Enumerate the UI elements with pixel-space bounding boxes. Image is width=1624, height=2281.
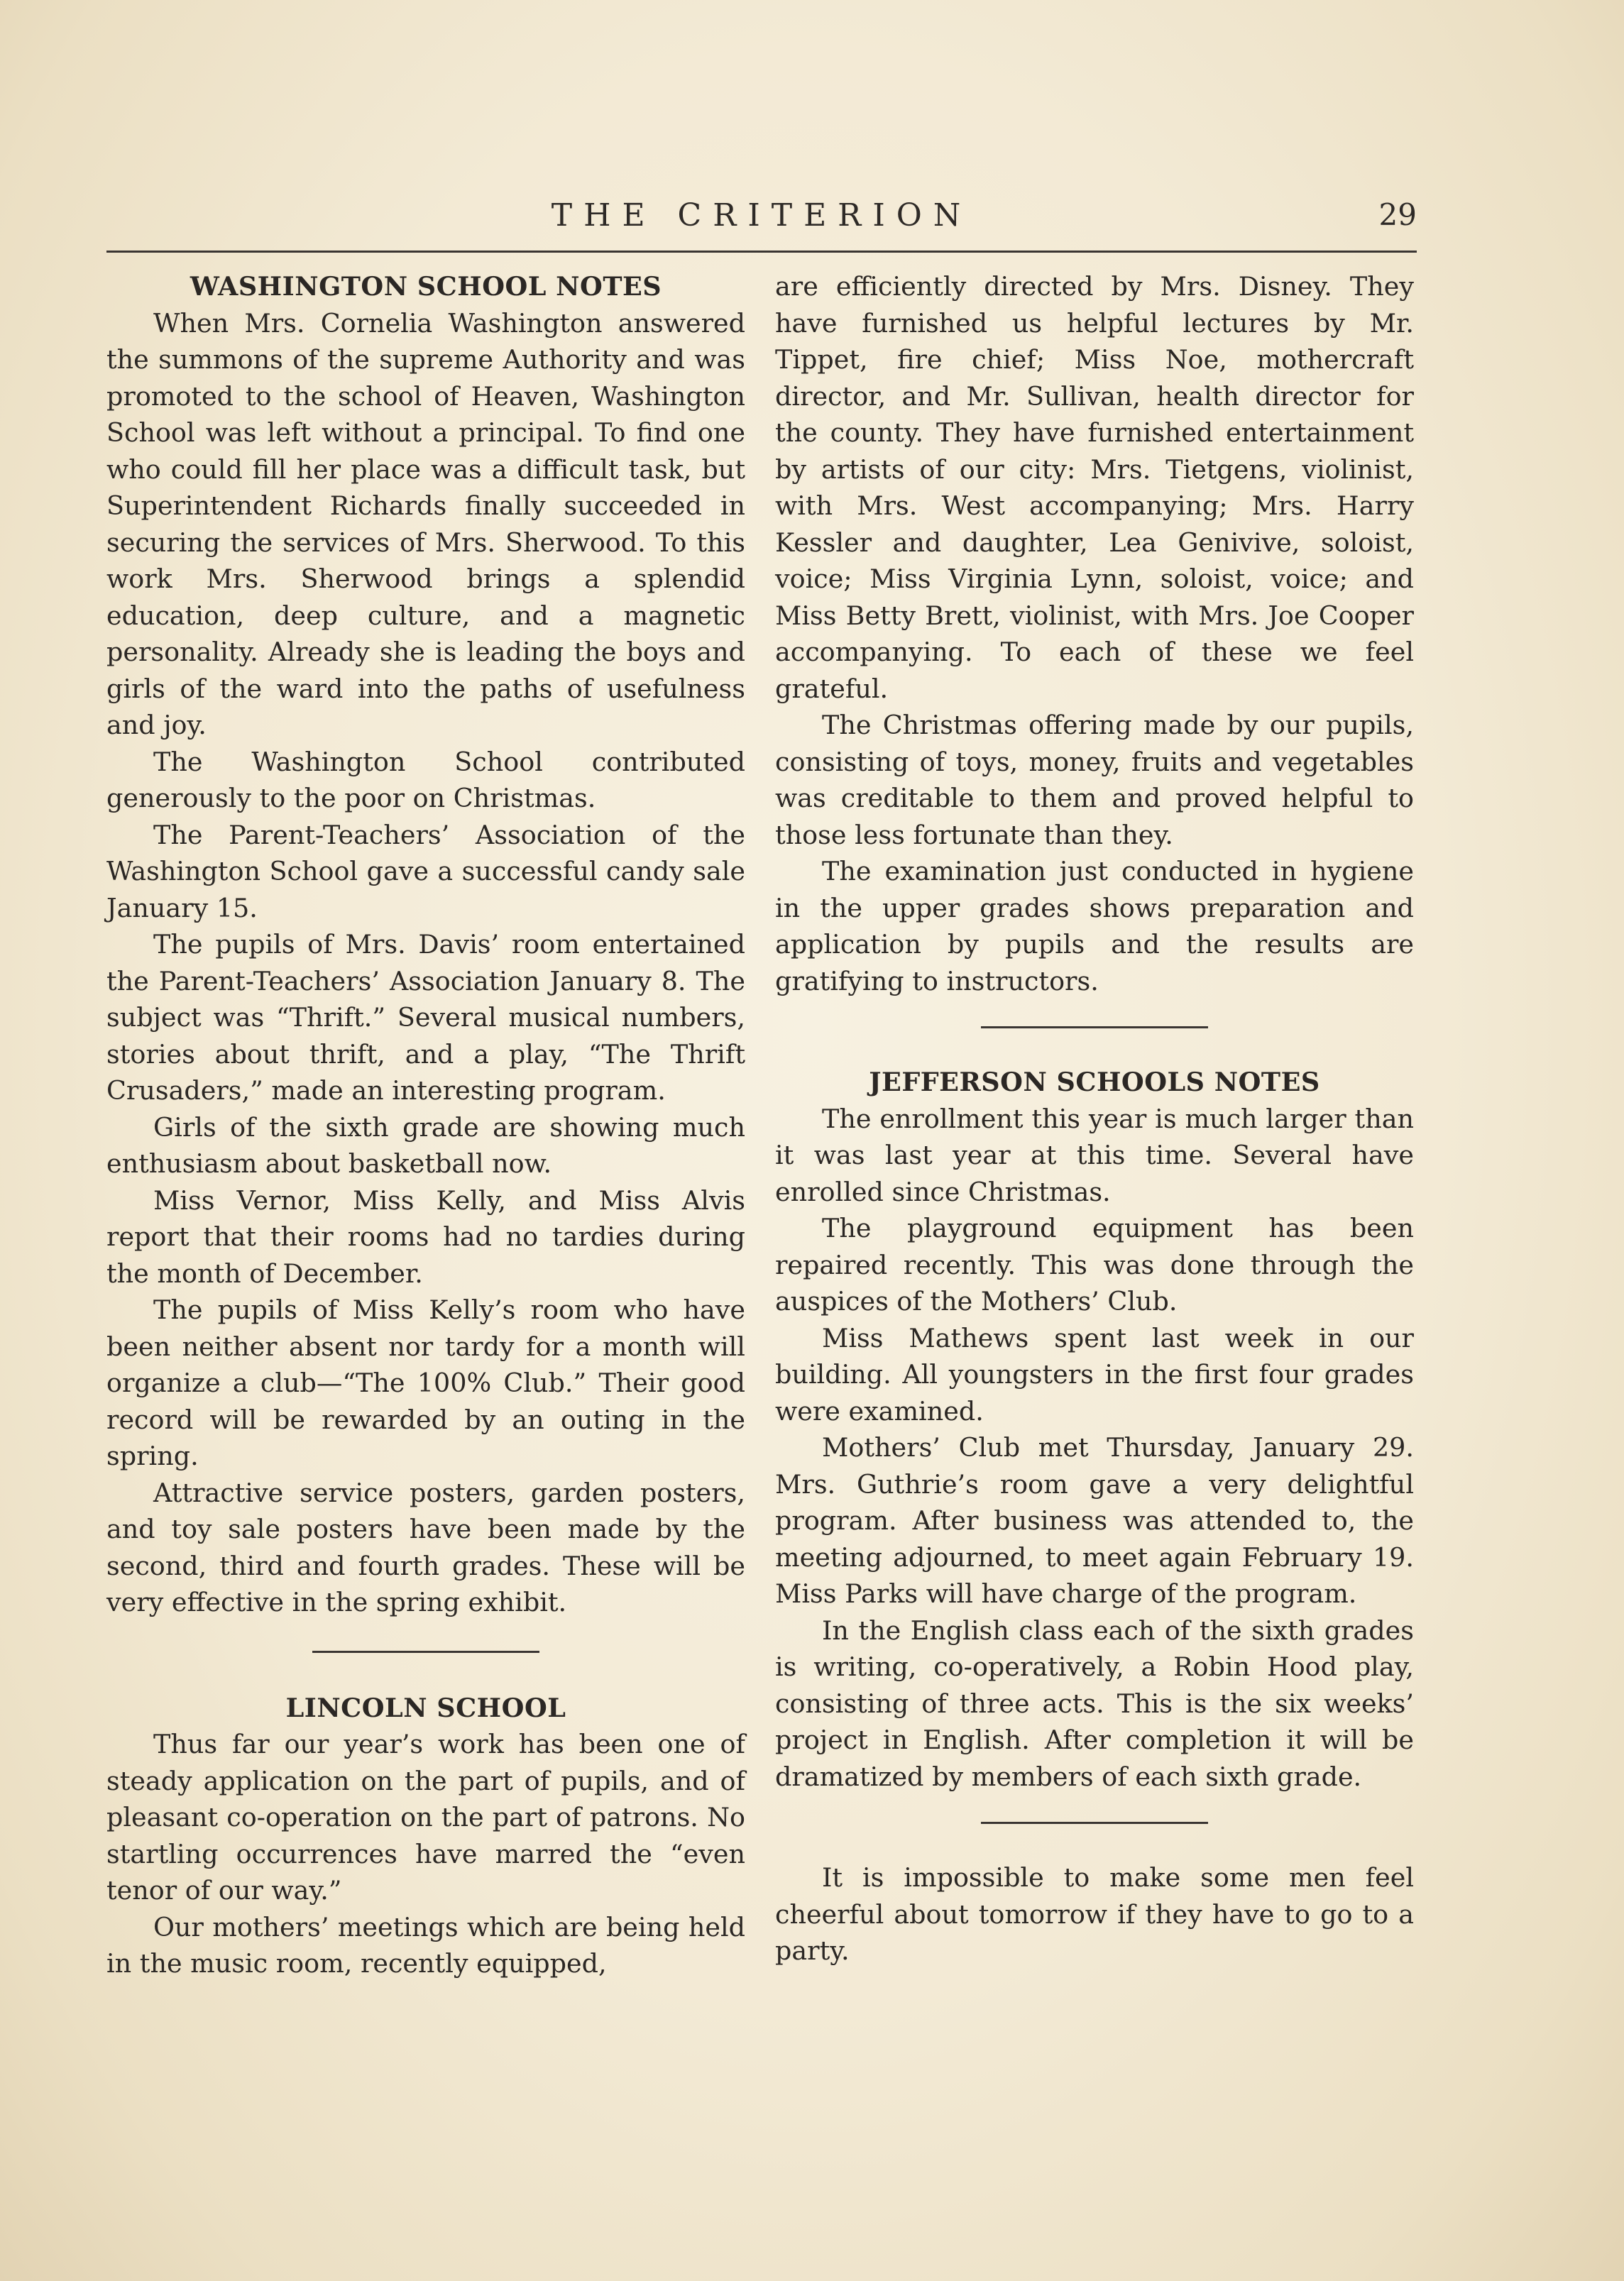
right-column — [775, 268, 1414, 1969]
paragraph: Our mothers’ meetings which are being held in the music room, recently equipped, — [106, 1911, 745, 1979]
lincoln-school — [106, 1690, 745, 1982]
paragraph: The Washington School contributed generously to the poor on Christmas. — [106, 746, 745, 813]
jefferson-schools-notes — [775, 1064, 1414, 1795]
page-number: 29 — [1378, 197, 1417, 232]
paragraph: The enrollment this year is much larger than it was last year at this time. Several have enrolled since Christmas. — [775, 1103, 1414, 1207]
masthead-title: THE CRITERION — [551, 197, 972, 233]
section-divider — [981, 1026, 1208, 1028]
section-heading: JEFFERSON SCHOOLS NOTES — [869, 1067, 1320, 1097]
paragraph: The pupils of Miss Kelly’s room who have been neither absent nor tardy for a month will organize a club—“The 100% Club.” Their good record will be rewarded by an outing in the spring. — [106, 1295, 745, 1471]
paragraph: Attractive service posters, garden posters, and toy sale posters have been made by the second, third and fourth grades. These will be very effective in the spring exhibit. — [106, 1477, 745, 1617]
paragraph: The playground equipment has been repaired recently. This was done through the auspices of the Mothers’ Club. — [775, 1213, 1414, 1317]
washington-school-notes — [106, 268, 745, 1621]
paragraph: When Mrs. Cornelia Washington answered the summons of the supreme Authority and was promoted to the school of Heaven, Washington School was left without a principal. To find one who could fill her place was a difficult task, but Superintendent Richards finally succeeded in securing the services of Mrs. Sherwood. To this work Mrs. Sherwood brings a splendid education, deep culture, and a magnetic personality. Already she is leading the boys and girls of the ward into the paths of usefulness and joy. — [106, 307, 745, 740]
paragraph: The examination just conducted in hygiene in the upper grades shows preparation and application by pupils and the results are gratifying to instructors. — [775, 856, 1414, 996]
paragraph: The Christmas offering made by our pupils, consisting of toys, money, fruits and vegetables was creditable to them and proved helpful to those less fortunate than they. — [775, 710, 1414, 850]
section-divider — [981, 1822, 1208, 1824]
lincoln-school-continued — [775, 268, 1414, 999]
header-rule — [106, 251, 1417, 253]
paragraph: Thus far our year’s work has been one of steady application on the part of pupils, and of pleasant co-operation on the part of patrons. No startling occurrences have marred the “even tenor of our way.” — [106, 1729, 745, 1906]
section-heading: WASHINGTON SCHOOL NOTES — [190, 271, 662, 302]
paragraph: are efficiently directed by Mrs. Disney. They have furnished us helpful lectures by Mr. Tippet, fire chief; Miss Noe, mothercraft director, and Mr. Sullivan, health director for the county. They have furnished entertainment by artists of our city: Mrs. Tietgens, violinist, with Mrs. West accompanying; Mrs. Harry Kessler and daughter, Lea Genivive, soloist, voice; Miss Virginia Lynn, soloist, voice; and Miss Betty Brett, violinist, with Mrs. Joe Cooper accompanying. To each of these we feel grateful. — [775, 271, 1414, 704]
paragraph: Miss Vernor, Miss Kelly, and Miss Alvis report that their rooms had no tardies during the month of December. — [106, 1185, 745, 1289]
paragraph: The pupils of Mrs. Davis’ room entertained the Parent-Teachers’ Association January 8. The subject was “Thrift.” Several musical numbers, stories about thrift, and a play, “The Thrift Crusaders,” made an interesting program. — [106, 929, 745, 1106]
left-column — [106, 268, 745, 1982]
paragraph: In the English class each of the sixth grades is writing, co-operatively, a Robin Hood play, consisting of three acts. This is the six weeks’ project in English. After completion it will be dramatized by members of each sixth grade. — [775, 1615, 1414, 1792]
closing-note: It is impossible to make some men feel cheerful about tomorrow if they have to go to a party. — [775, 1862, 1414, 1966]
paragraph: The Parent-Teachers’ Association of the Washington School gave a successful candy sale January 15. — [106, 819, 745, 923]
paragraph: Mothers’ Club met Thursday, January 29. Mrs. Guthrie’s room gave a very delightful program. After business was attended to, the meeting adjourned, to meet again February 19. Miss Parks will have charge of the program. — [775, 1432, 1414, 1609]
section-heading: LINCOLN SCHOOL — [285, 1692, 566, 1723]
running-head — [106, 192, 1417, 241]
paragraph: Girls of the sixth grade are showing much enthusiasm about basketball now. — [106, 1111, 745, 1179]
paragraph: Miss Mathews spent last week in our building. All youngsters in the first four grades were examined. — [775, 1322, 1414, 1427]
section-divider — [312, 1651, 539, 1653]
